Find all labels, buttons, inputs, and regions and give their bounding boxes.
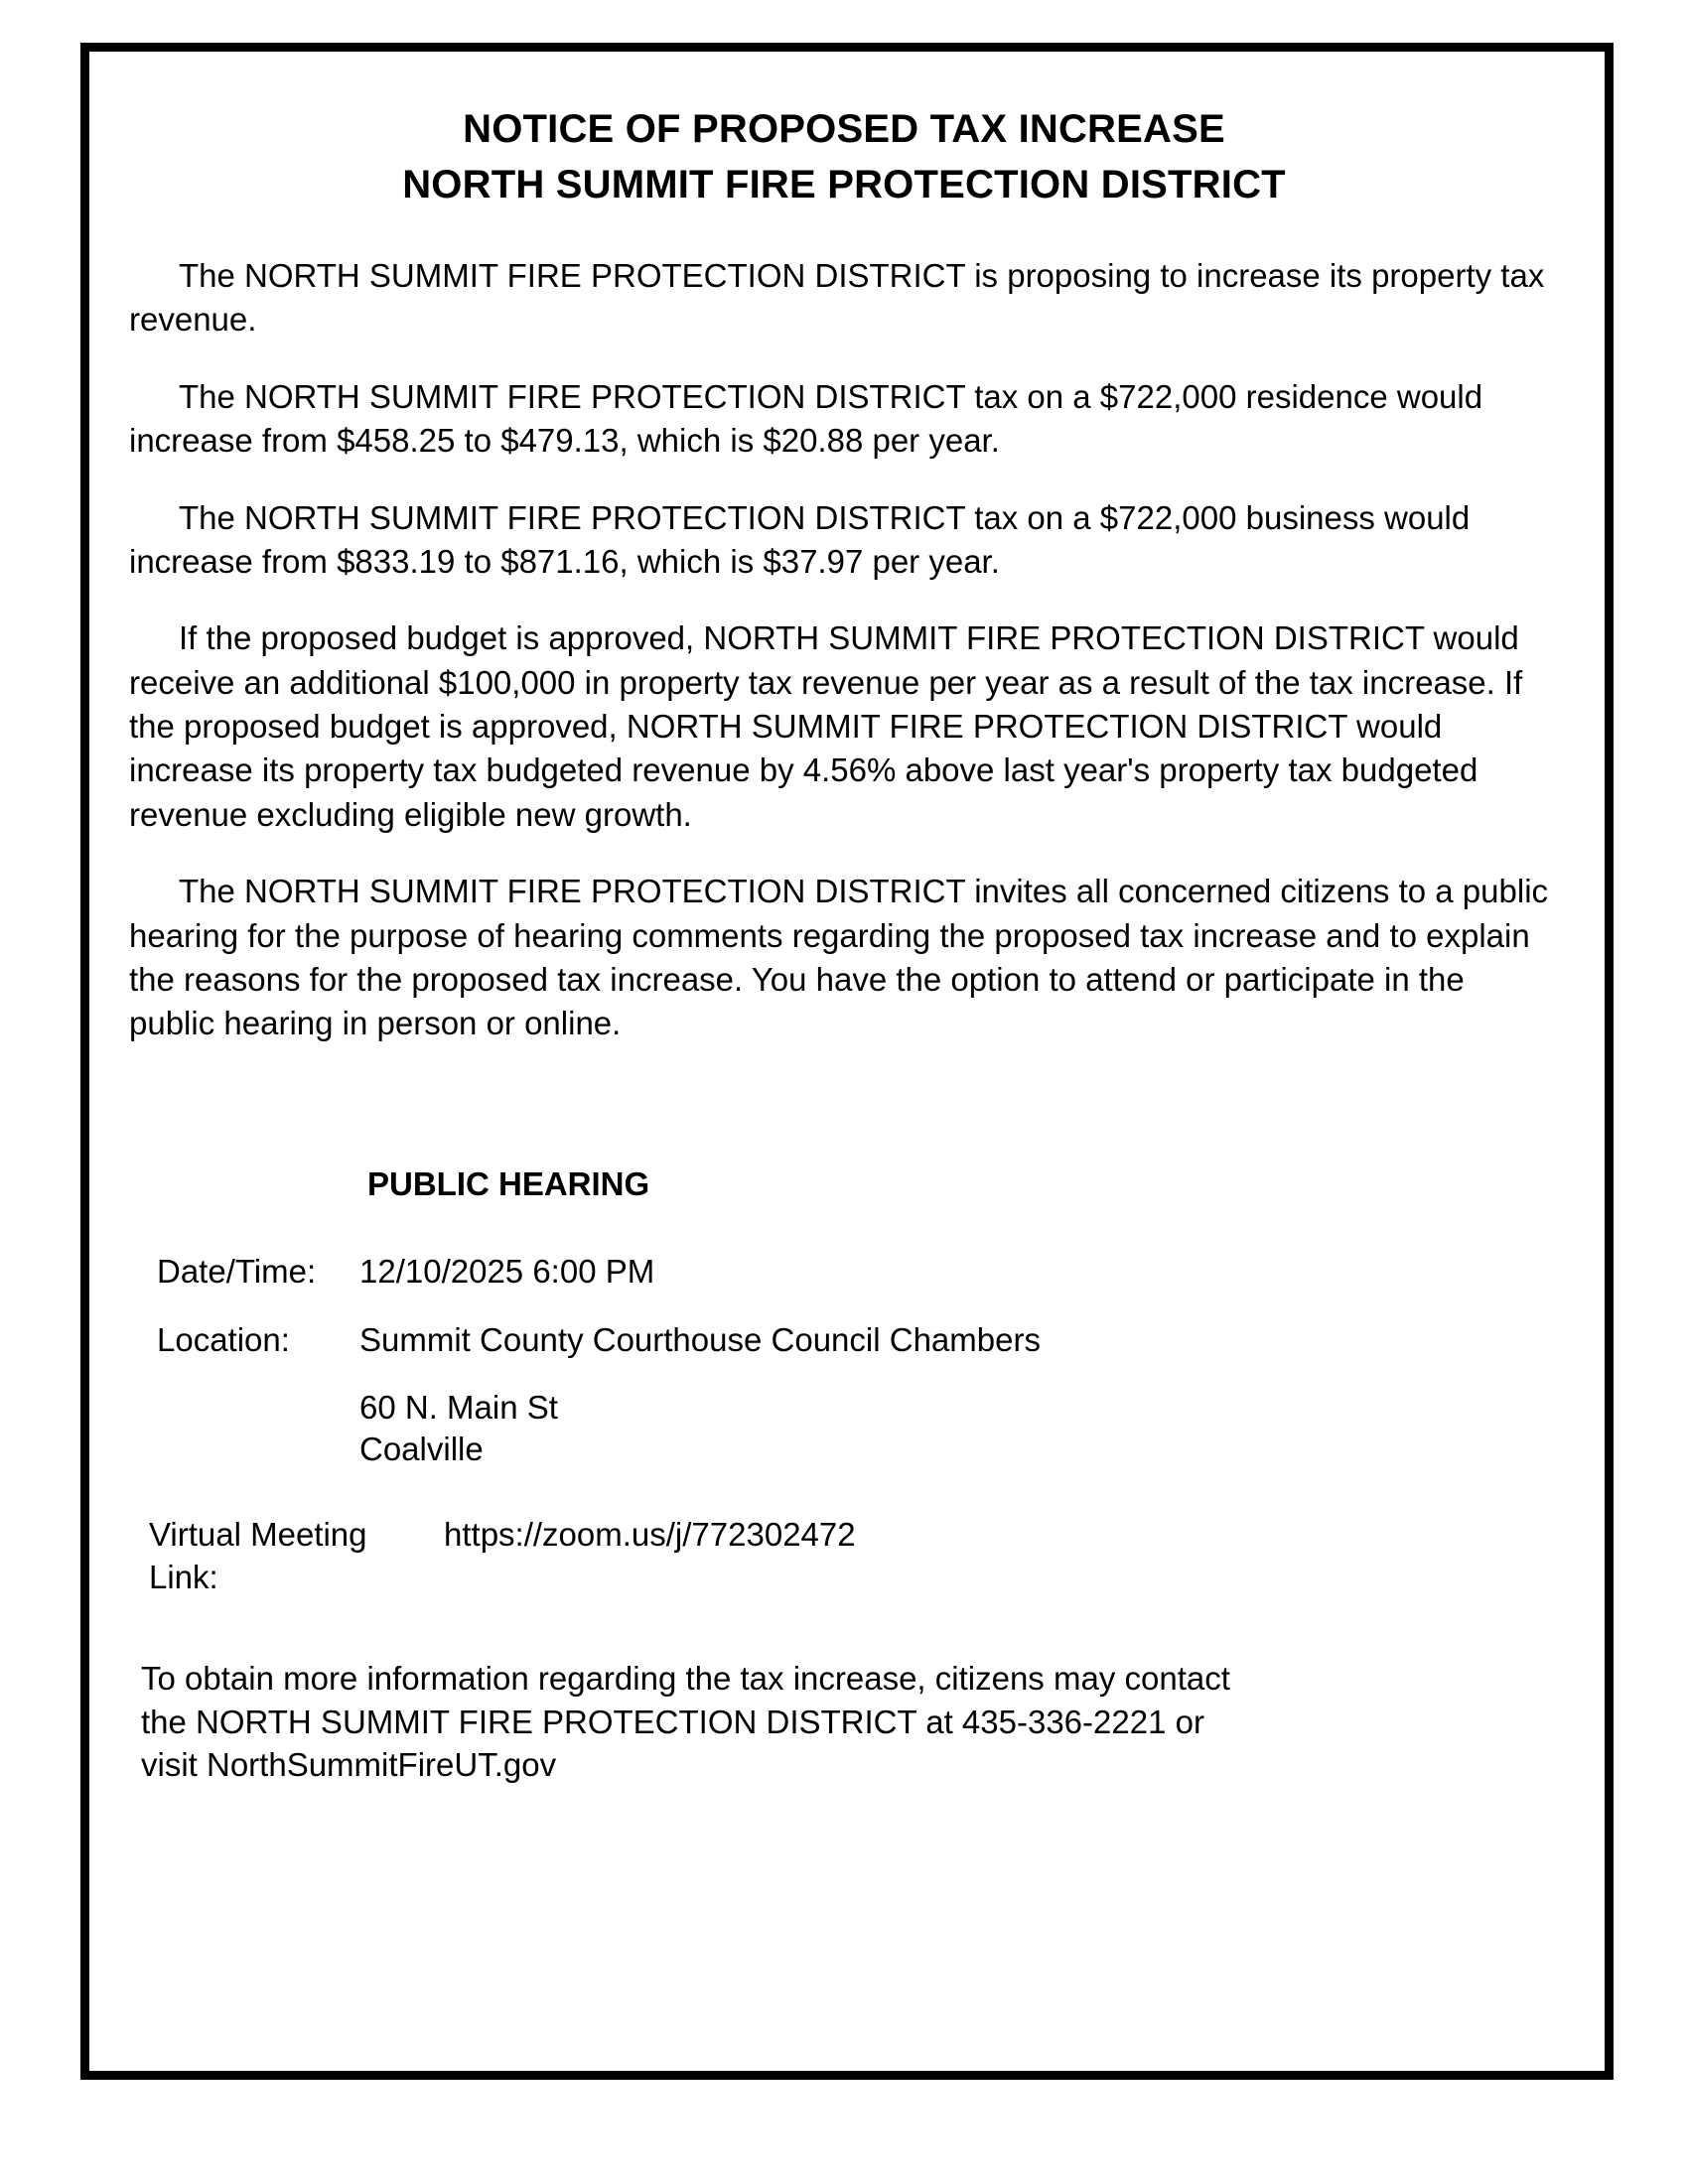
hearing-location-venue: Summit County Courthouse Council Chambers xyxy=(359,1320,1041,1358)
virtual-meeting-row xyxy=(129,1514,1567,1599)
hearing-location-value xyxy=(359,1319,1041,1471)
hearing-location-row xyxy=(129,1319,1567,1471)
public-hearing-section xyxy=(121,1165,1567,1599)
contact-line-3: visit NorthSummitFireUT.gov xyxy=(141,1746,557,1784)
paragraph-business-tax: The NORTH SUMMIT FIRE PROTECTION DISTRICT tax on a $722,000 business would increase from $833.19 to $871.16, which is $37.97 per year. xyxy=(129,498,1471,580)
paragraph-hearing-invitation: The NORTH SUMMIT FIRE PROTECTION DISTRICT invites all concerned citizens to a public hearing for the purpose of hearing comments regarding the proposed tax increase and to explain the reasons for the proposed tax increase. You have the option to attend or participate in the public hearing in person or online. xyxy=(129,873,1549,1042)
notice-content xyxy=(89,52,1605,2071)
notice-border-frame xyxy=(80,43,1614,2080)
hearing-location-street: 60 N. Main St xyxy=(359,1388,558,1426)
contact-information xyxy=(121,1657,1567,1787)
paragraph-proposal: The NORTH SUMMIT FIRE PROTECTION DISTRICT is proposing to increase its property tax revenue. xyxy=(129,257,1545,339)
notice-heading xyxy=(121,103,1567,210)
notice-title-line-2: NORTH SUMMIT FIRE PROTECTION DISTRICT xyxy=(402,163,1286,206)
virtual-meeting-label: Virtual Meeting Link: xyxy=(149,1516,367,1596)
notice-title-line-1: NOTICE OF PROPOSED TAX INCREASE xyxy=(463,107,1225,151)
hearing-location-label: Location: xyxy=(157,1320,290,1358)
contact-line-2: the NORTH SUMMIT FIRE PROTECTION DISTRICT at 435-336-2221 or xyxy=(141,1703,1204,1740)
public-hearing-title: PUBLIC HEARING xyxy=(367,1164,650,1202)
hearing-datetime-label: Date/Time: xyxy=(157,1252,317,1290)
contact-line-1: To obtain more information regarding the tax increase, citizens may contact xyxy=(141,1660,1230,1697)
notice-body xyxy=(121,254,1567,1046)
paragraph-budget-impact: If the proposed budget is approved, NORTH SUMMIT FIRE PROTECTION DISTRICT would receive an additional $100,000 in property tax revenue per year as a result of the tax increase. If the proposed budget is approved, NORTH SUMMIT FIRE PROTECTION DISTRICT would increase its property tax budgeted revenue by 4.56% above last year's property tax budgeted revenue excluding eligible new growth. xyxy=(129,619,1523,833)
paragraph-residence-tax: The NORTH SUMMIT FIRE PROTECTION DISTRICT tax on a $722,000 residence would increase from $458.25 to $479.13, which is $20.88 per year. xyxy=(129,377,1483,460)
hearing-datetime-row xyxy=(129,1251,1567,1294)
hearing-datetime-value: 12/10/2025 6:00 PM xyxy=(359,1252,655,1290)
virtual-meeting-link[interactable]: https://zoom.us/j/772302472 xyxy=(444,1516,856,1554)
hearing-location-city: Coalville xyxy=(359,1430,484,1467)
